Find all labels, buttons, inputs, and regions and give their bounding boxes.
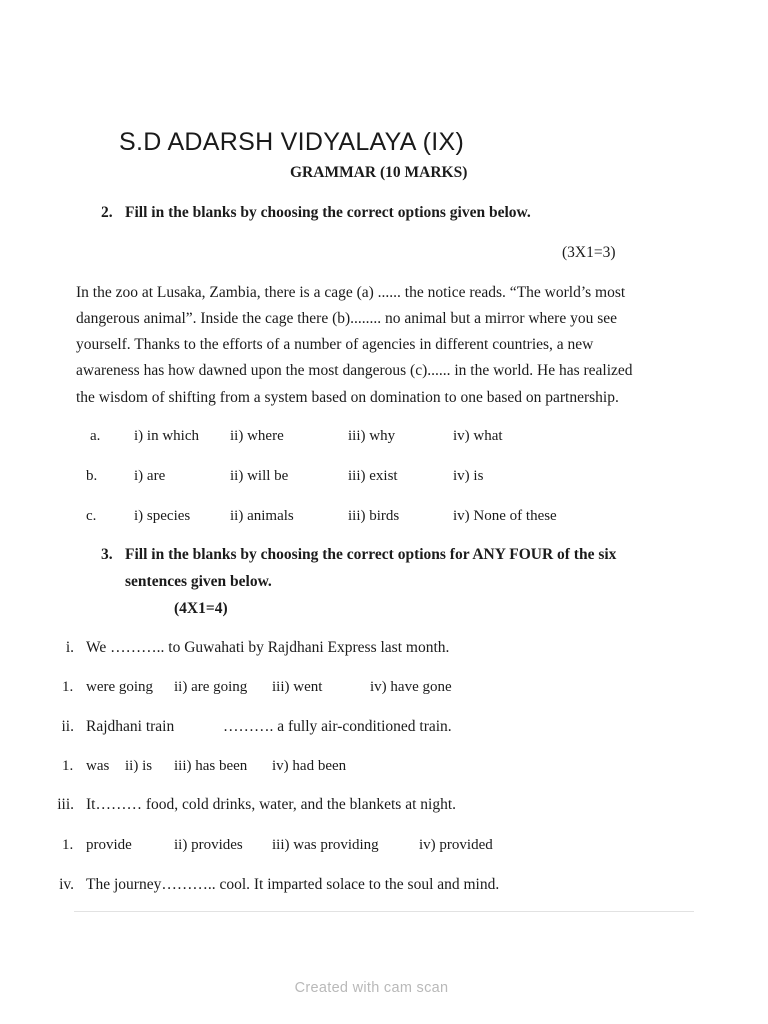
sentence-text: The journey……….. cool. It imparted solace to the soul and mind. xyxy=(86,876,500,893)
option-number: 1. xyxy=(62,837,74,853)
option-1: i) are xyxy=(134,468,166,484)
question-2-marks: (3X1=3) xyxy=(562,244,616,261)
roman-numeral: iv. xyxy=(59,876,74,893)
school-title: S.D ADARSH VIDYALAYA (IX) xyxy=(119,128,465,156)
question-3-heading xyxy=(101,546,616,564)
option-3: iii) went xyxy=(272,679,323,695)
passage-line: In the zoo at Lusaka, Zambia, there is a cage (a) ...... the notice reads. “The world’s most xyxy=(76,284,626,301)
option-4: iv) have gone xyxy=(370,679,452,695)
options-row-b xyxy=(0,468,768,488)
sentence-item-i xyxy=(0,639,768,661)
option-2: ii) is xyxy=(125,758,153,774)
section-title: GRAMMAR (10 MARKS) xyxy=(290,164,468,181)
page-divider xyxy=(74,911,694,912)
sentence-item-iii xyxy=(0,796,768,818)
option-3: iii) was providing xyxy=(272,837,379,853)
question-text: Fill in the blanks by choosing the correct options given below. xyxy=(125,204,531,221)
sentence-text: It……… food, cold drinks, water, and the blankets at night. xyxy=(86,796,457,813)
sentence-text: We ……….. to Guwahati by Rajdhani Express last month. xyxy=(86,639,450,656)
option-2: ii) will be xyxy=(230,468,289,484)
option-4: iv) had been xyxy=(272,758,347,774)
option-2: ii) are going xyxy=(174,679,248,695)
option-3: iii) exist xyxy=(348,468,398,484)
options-row-a xyxy=(0,428,768,448)
sentence-text-cont: ………. a fully air-conditioned train. xyxy=(223,718,452,735)
roman-numeral: ii. xyxy=(61,718,74,735)
sentence-item-iv xyxy=(0,876,768,898)
option-2: ii) where xyxy=(230,428,284,444)
option-3: iii) why xyxy=(348,428,396,444)
options-row-ii xyxy=(0,758,768,778)
question-2-heading xyxy=(101,204,531,222)
options-row-iii xyxy=(0,837,768,857)
option-1: were going xyxy=(86,679,154,695)
option-4: iv) provided xyxy=(419,837,493,853)
roman-numeral: iii. xyxy=(57,796,74,813)
option-number: 1. xyxy=(62,679,74,695)
question-3-marks: (4X1=4) xyxy=(174,600,228,617)
option-3: iii) birds xyxy=(348,508,400,524)
question-text: Fill in the blanks by choosing the correct options for ANY FOUR of the six xyxy=(125,546,617,563)
scanner-watermark: Created with cam scan xyxy=(294,980,449,996)
sentence-item-ii xyxy=(0,718,768,740)
roman-numeral: i. xyxy=(65,639,74,656)
option-label: c. xyxy=(86,508,97,524)
option-1: i) species xyxy=(134,508,191,524)
passage-line: yourself. Thanks to the efforts of a number of agencies in different countries, a new xyxy=(76,336,594,353)
passage-line: awareness has how dawned upon the most dangerous (c)...... in the world. He has realized xyxy=(76,362,633,379)
option-3: iii) has been xyxy=(174,758,248,774)
passage-line: dangerous animal”. Inside the cage there (b)........ no animal but a mirror where you see xyxy=(76,310,618,327)
option-label: b. xyxy=(86,468,98,484)
option-4: iv) what xyxy=(453,428,503,444)
option-label: a. xyxy=(90,428,101,444)
option-1: i) in which xyxy=(134,428,199,444)
option-1: provide xyxy=(86,837,132,853)
option-2: ii) provides xyxy=(174,837,243,853)
option-number: 1. xyxy=(62,758,74,774)
passage-line: the wisdom of shifting from a system based on domination to one based on partnership. xyxy=(76,389,619,406)
question-3-heading-cont: sentences given below. xyxy=(125,573,272,590)
option-1: was xyxy=(86,758,110,774)
question-number: 2. xyxy=(101,204,113,221)
options-row-i xyxy=(0,679,768,699)
sentence-text: Rajdhani train xyxy=(86,718,175,735)
option-4: iv) is xyxy=(453,468,484,484)
option-2: ii) animals xyxy=(230,508,294,524)
question-number: 3. xyxy=(101,546,113,563)
options-row-c xyxy=(0,508,768,528)
option-4: iv) None of these xyxy=(453,508,557,524)
